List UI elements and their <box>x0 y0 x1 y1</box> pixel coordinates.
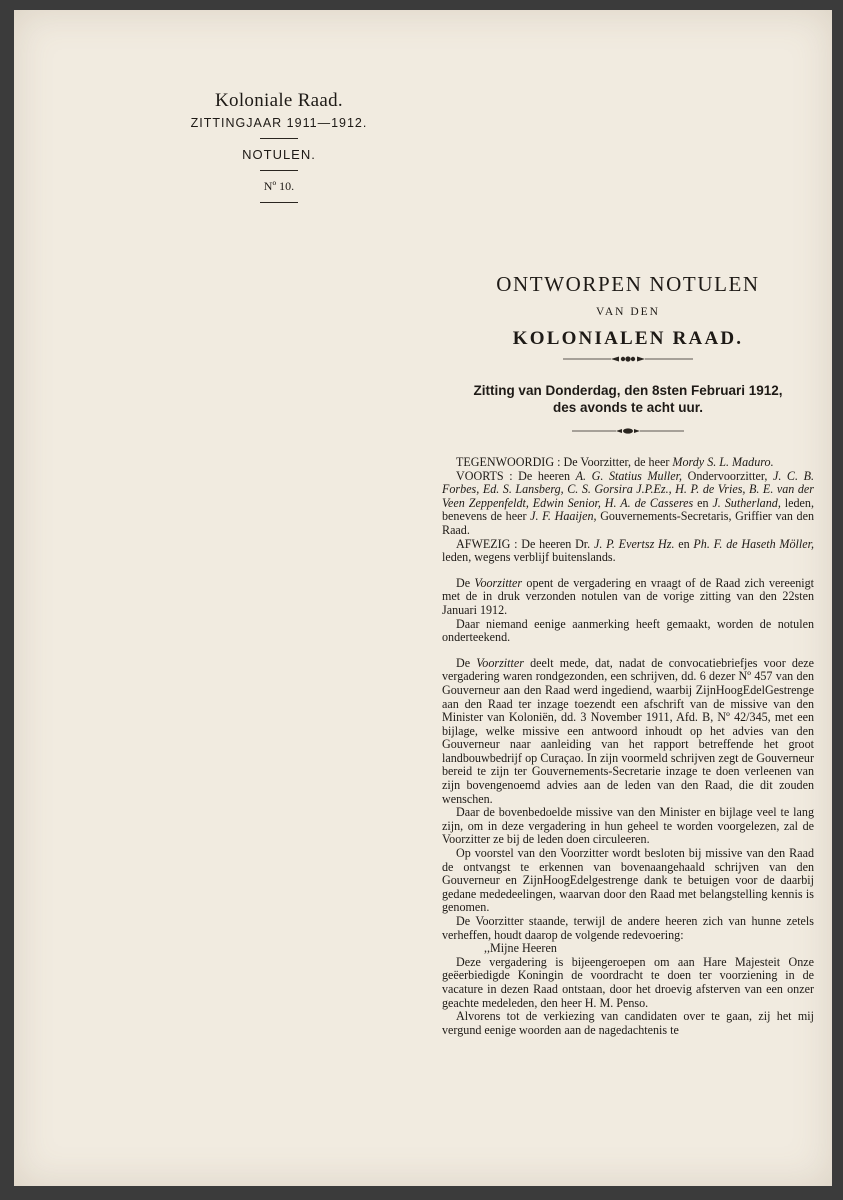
divider <box>260 202 298 203</box>
session-date: Zitting van Donderdag, den 8sten Februari 1912, <box>473 383 783 398</box>
document-title: ONTWORPEN NOTULEN <box>496 272 760 296</box>
text-run: De heeren Dr. <box>517 536 594 551</box>
member-name: Ph. F. de Haseth Möller, <box>693 536 814 551</box>
divider <box>260 170 298 171</box>
text-run: De <box>456 575 475 590</box>
text-run: en <box>693 495 713 510</box>
text-run: deelt mede, dat, nadat de convocatiebriefjes voor deze vergadering waren rondgezonden, een schrijven, dd. 6 dezer Nº 457 van den Gouverneur aan den Raad werd ingediend, waarbij ZijnHoogEdelGestrenge aan den Raad ter inzage toezendt een afschrift van de missive van den Minister van Koloniën, dd. 3 November 1911, Afd. B, Nº 42/345, met een bijlage, welke missive een antwoord inhoudt op het advies van den Gouverneur naar aanleiding van het rapport betreffende het groot landbouwbedrijf op Curaçao. In zijn voormeld schrijven zegt de Gouverneur bereid te zijn ter Gouvernements-Secretarie inzage te doen verleenen van zijn bovengenoemd advies aan de leden van den Raad, die dit zouden wenschen. <box>442 655 815 806</box>
text-run: en <box>674 536 694 551</box>
ornament-rule-icon <box>563 354 693 364</box>
text-run: leden, wegens verblijf buitenslands. <box>442 550 616 565</box>
session-year: ZITTINGJAAR 1911—1912. <box>190 116 368 130</box>
attendance-absent <box>442 538 814 565</box>
attendance-present <box>442 456 814 470</box>
paragraph-opening <box>442 577 814 618</box>
session-time: des avonds te acht uur. <box>552 400 704 415</box>
chair-name: Mordy S. L. Maduro. <box>672 455 774 469</box>
member-name: A. G. Statius Muller, <box>575 468 683 483</box>
paragraph-speech-intro: De Voorzitter staande, terwijl de andere heeren zich van hunne zetels verheffen, houdt daarop de volgende redevoering: <box>442 914 814 942</box>
member-name: J. P. Evertsz Hz. <box>593 536 675 551</box>
text-run: De Voorzitter, de heer <box>560 455 673 469</box>
divider <box>260 138 298 139</box>
speaker-label: Voorzitter <box>474 575 523 590</box>
speech-paragraph: Alvorens tot de verkiezing van candidaten over te gaan, zij het mij vergund eenige woorden aan de nagedachtenis te <box>442 1009 814 1037</box>
ornament-divider <box>442 354 814 368</box>
document-page <box>14 10 832 1186</box>
text-run: leden, benevens de heer <box>442 495 814 524</box>
paragraph-resolution: Op voorstel van den Voorzitter wordt besloten bij missive van den Raad de ontvangst te erkennen van bovenaangehaald schrijven van den Gouverneur en ZijnHoogEdelgestrenge dank te betuigen voor de daarbij gedane mededeelingen, waarvan door den Raad met belangstelling kennis is genomen. <box>442 846 814 915</box>
minutes-number: Nº 10. <box>263 179 295 193</box>
paragraph-minutes-signed: Daar niemand eenige aanmerking heeft gemaakt, worden de notulen onderteekend. <box>442 616 814 645</box>
council-name: Koloniale Raad. <box>215 90 343 111</box>
ornament-divider <box>442 426 814 440</box>
paragraph-circulation: Daar de bovenbedoelde missive van den Minister en bijlage veel te lang zijn, om in deze vergadering in hun geheel te worden voorgelezen, zal de Voorzitter ze bij de leden doen circuleeren. <box>442 805 814 847</box>
voorts-label: VOORTS : <box>456 468 513 483</box>
secretary-name: J. F. Haaijen, <box>530 509 597 524</box>
speaker-label: Voorzitter <box>476 655 524 670</box>
attendance-others <box>442 470 814 538</box>
member-name: J. Sutherland, <box>712 495 781 510</box>
minutes-body <box>442 456 814 1037</box>
text-run: De heeren <box>512 468 576 483</box>
text-run: De <box>456 655 477 670</box>
ornament-rule-icon <box>572 426 684 436</box>
title-connector: VAN DEN <box>596 306 660 318</box>
main-column <box>442 272 814 1037</box>
paragraph-announcement <box>442 657 814 807</box>
speech-salutation: ,,Mijne Heeren <box>484 941 557 956</box>
absent-label: AFWEZIG : <box>456 536 518 551</box>
text-run: Gouvernements-Secretaris, Griffier van den Raad. <box>442 509 815 537</box>
member-names: J. C. B. Forbes, Ed. S. Lansberg, C. S. Gorsira J.P.Ez., H. P. de Vries, B. E. van der Veen Zeppenfeldt, Edwin Senior, H. A. de Casseres <box>442 468 814 510</box>
margin-header <box>164 90 394 211</box>
speech-paragraph: Deze vergadering is bijeengeroepen om aan Hare Majesteit Onze geëerbiedigde Koningin de voordracht te doen ter voorziening in de vacature in dezen Raad ontstaan, door het droevig afsterven van een onzer geachte medeleden, den heer H. M. Penso. <box>442 954 814 1010</box>
session-subtitle <box>442 382 814 416</box>
council-title: KOLONIALEN RAAD. <box>512 328 744 349</box>
present-label: TEGENWOORDIG : <box>456 455 561 469</box>
text-run: Ondervoorzitter, <box>682 468 773 483</box>
notulen-label: NOTULEN. <box>242 147 316 162</box>
text-run: opent de vergadering en vraagt of de Raad zich vereenigt met de in druk verzonden notulen van de vorige zitting van den 22sten Januari 1912. <box>442 575 815 617</box>
